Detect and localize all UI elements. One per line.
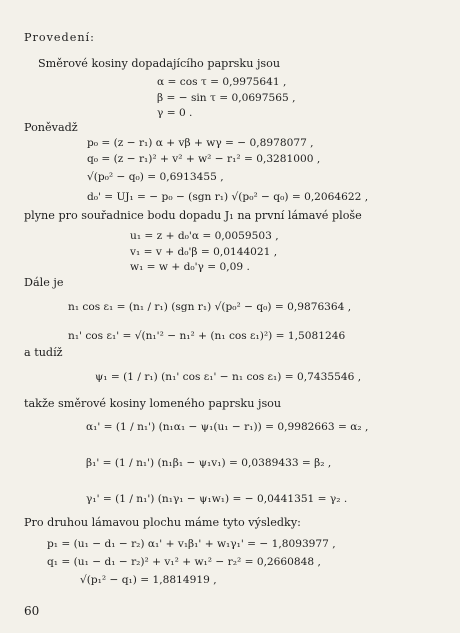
refracted-intro: takže směrové kosiny lomeného paprsku jsou xyxy=(24,397,282,410)
equation-gamma: γ = 0 . xyxy=(157,107,193,119)
equation-q0: q₀ = (z − r₁)² + v² + w² − r₁² = 0,3281000 , xyxy=(87,153,321,165)
page-number: 60 xyxy=(24,604,40,618)
equation-root: √(p₀² − q₀) = 0,6913455 , xyxy=(87,171,224,183)
equation-root2: √(p₁² − q₁) = 1,8814919 , xyxy=(80,574,217,586)
equation-u1: u₁ = z + d₀'α = 0,0059503 , xyxy=(130,230,279,242)
equation-p1: p₁ = (u₁ − d₁ − r₂) α₁' + v₁β₁' + w₁γ₁' = − 1,8093977 , xyxy=(47,538,336,550)
second-intro: Pro druhou lámavou plochu máme tyto výsledky: xyxy=(24,516,301,529)
equation-d0: d₀' = UJ₁ = − p₀ − (sgn r₁) √(p₀² − q₀) = 0,2064622 , xyxy=(87,191,369,203)
equation-alpha1: α₁' = (1 / n₁') (n₁α₁ − ψ₁(u₁ − r₁)) = 0,9982663 = α₂ , xyxy=(86,421,369,433)
equation-psi: ψ₁ = (1 / r₁) (n₁' cos ε₁' − n₁ cos ε₁) = 0,7435546 , xyxy=(95,371,362,383)
equation-n1p-cos: n₁' cos ε₁' = √(n₁'² − n₁² + (n₁ cos ε₁)²) = 1,5081246 xyxy=(68,330,346,342)
equation-w1: w₁ = w + d₀'γ = 0,09 . xyxy=(130,261,250,273)
equation-p0: p₀ = (z − r₁) α + vβ + wγ = − 0,8978077 , xyxy=(87,137,314,149)
since-label: Poněvadž xyxy=(24,121,78,134)
equation-beta: β = − sin τ = 0,0697565 , xyxy=(157,92,296,104)
equation-beta1: β₁' = (1 / n₁') (n₁β₁ − ψ₁v₁) = 0,0389433 = β₂ , xyxy=(86,457,332,469)
equation-gamma1: γ₁' = (1 / n₁') (n₁γ₁ − ψ₁w₁) = − 0,0441351 = γ₂ . xyxy=(86,493,348,505)
further-label: Dále je xyxy=(24,276,64,289)
intro-text: Směrové kosiny dopadajícího paprsku jsou xyxy=(38,57,281,70)
equation-q1: q₁ = (u₁ − d₁ − r₂)² + v₁² + w₁² − r₂² = 0,2660848 , xyxy=(47,556,321,568)
equation-n1-cos: n₁ cos ε₁ = (n₁ / r₁) (sgn r₁) √(p₀² − q₀) = 0,9876364 , xyxy=(68,301,352,313)
equation-v1: v₁ = v + d₀'β = 0,0144021 , xyxy=(130,246,278,258)
follows-text: plyne pro souřadnice bodu dopadu J₁ na první lámavé ploše xyxy=(24,209,362,222)
equation-alpha: α = cos τ = 0,9975641 , xyxy=(157,76,287,88)
section-heading: Provedení: xyxy=(24,31,95,44)
hence-label: a tudíž xyxy=(24,346,63,359)
